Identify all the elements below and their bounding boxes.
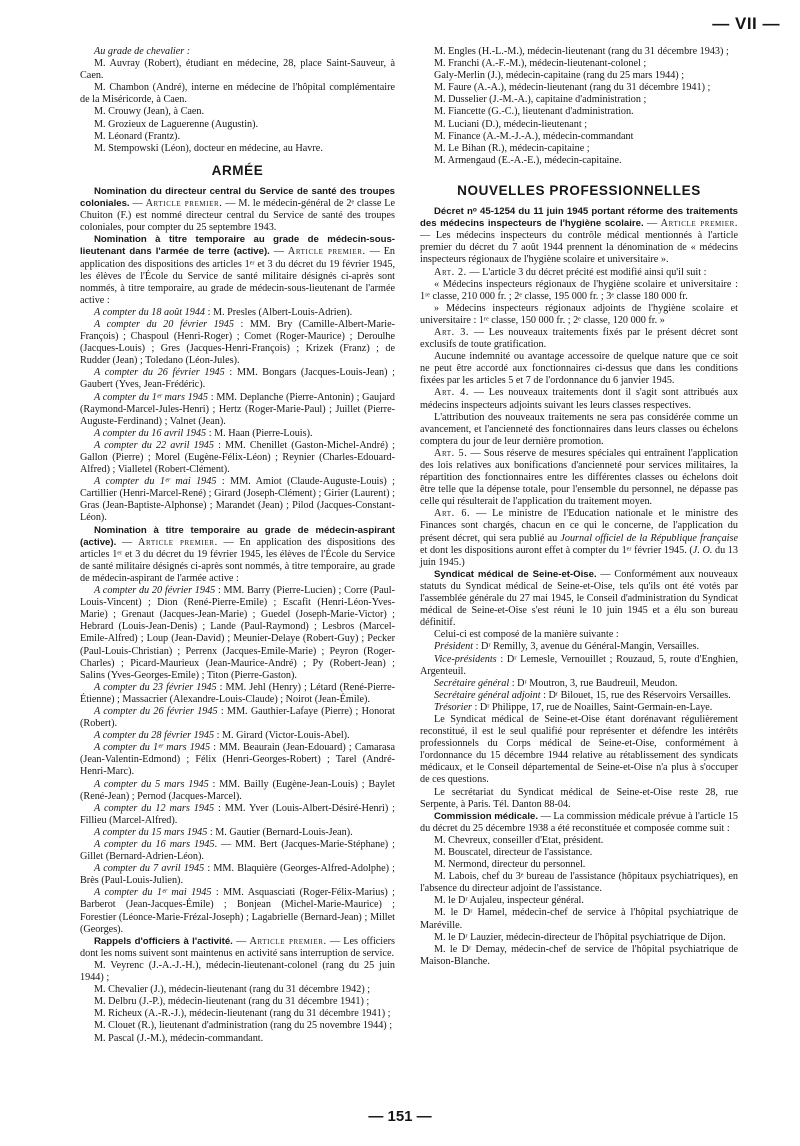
bureau-list	[420, 641, 738, 714]
nomination-directeur-text: — M. le médecin-général de 2ᵉ classe Le Chuiton (F.) est nommé directeur central du Service de santé des troupes coloniales, pour compter du 25 septembre 1943.	[80, 198, 395, 234]
list-item	[80, 428, 395, 440]
decret-art6	[420, 508, 738, 568]
list-item	[420, 702, 738, 714]
decret-art5	[420, 448, 738, 508]
item-date: A compter du 26 février 1945	[94, 705, 218, 717]
item-date: A compter du 5 mars 1945	[94, 778, 209, 790]
list-item	[80, 742, 395, 778]
armee-title: ARMÉE	[211, 162, 264, 178]
decret-art3	[420, 327, 738, 351]
list-item	[420, 641, 738, 653]
item-text: : MM. Bry (Camille-Albert-Marie-François) ; Chaspoul (Henri-Roger) ; Comet (Roger-Maurice) ; Deroulhe (Jacques-Louis) ; Gres (Jacques-Henri-François) ; Krizek (Franz) ; de Rudder (Jean) ; Toledano (Léon-Jules).	[80, 318, 395, 367]
dash: —	[269, 246, 288, 258]
item-date: A compter du 18 août 1944	[94, 306, 206, 318]
list-item: M. Armengaud (E.-A.-E.), médecin-capitaine.	[434, 154, 622, 166]
list-item: M. Labois, chef du 3ᵉ bureau de l'assistance (hôpitaux psychiatriques), en l'absence du directeur adjoint de l'assistance.	[420, 871, 738, 895]
art5-label: Art. 5.	[434, 447, 468, 459]
item-date: A compter du 7 avril 1945	[94, 863, 205, 875]
art3-label: Art. 3.	[434, 326, 470, 338]
list-item: M. Finance (A.-M.-J.-A.), médecin-commandant	[434, 130, 634, 142]
jo-abbrev: J. O.	[692, 544, 713, 556]
list-item: M. Grozieux de Laguerenne (Augustin).	[94, 118, 259, 130]
list-item: M. Chambon (André), interne en médecine de l'hôpital complémentaire de la Miséricorde, à Caen.	[80, 82, 395, 106]
journal-officiel: Journal officiel de la République française	[560, 532, 738, 544]
dash: —	[232, 935, 250, 947]
decret-art2	[420, 267, 738, 279]
list-item: M. Franchi (A.-F.-M.), médecin-lieutenant-colonel ;	[434, 58, 647, 70]
bureau-text: : Dʳ Moutron, 3, rue Baudreuil, Meudon.	[509, 677, 678, 689]
art6-label: Art. 6.	[434, 508, 471, 520]
list-item: M. Richeux (A.-R.-J.), médecin-lieutenant (rang du 31 décembre 1941) ;	[94, 1008, 391, 1020]
item-date: A compter du 1ᵉʳ mai 1945	[94, 887, 212, 899]
list-item: Galy-Merlin (J.), médecin-capitaine (rang du 25 mars 1944) ;	[434, 70, 685, 82]
dash: —	[129, 198, 146, 210]
item-text: : MM. Bailly (Eugène-Jean-Louis) ; Baylet (René-Jean) ; Pernod (Jacques-Marcel).	[80, 778, 395, 802]
nomination-sous-lieutenant-heading: Nomination à titre temporaire au grade de médecin-sous-lieutenant dans l'armée de terre (active).	[80, 234, 395, 258]
aspirant-list	[80, 585, 395, 936]
list-item	[80, 319, 395, 367]
art4-text: — Les nouveaux traitements dont il s'agit sont attribués aux médecins inspecteurs adjoints suivant les leurs classes respectives.	[420, 387, 738, 411]
item-text: : M. Presles (Albert-Louis-Adrien).	[205, 306, 353, 318]
bureau-role: Vice-présidents	[434, 653, 497, 665]
list-item	[80, 307, 395, 319]
art2-text: — L'article 3 du décret précité est modifié ainsi qu'il suit :	[466, 266, 707, 278]
list-item	[80, 730, 395, 742]
item-date: A compter du 16 avril 1945	[94, 427, 207, 439]
item-text: : MM. Chenillet (Gaston-Michel-André) ; Gallon (Pierre) ; Morel (Eugène-Félix-Léon) ; Reynier (Charles-Edouard-Alfred) ; Vialletel (Robert-Clément).	[80, 439, 395, 476]
list-item: M. Dusselier (J.-M.-A.), capitaine d'administration ;	[434, 94, 647, 106]
list-item: M. Faure (A.-A.), médecin-lieutenant (rang du 31 décembre 1941) ;	[434, 82, 711, 94]
list-item: M. Nermond, directeur du personnel.	[434, 859, 586, 871]
item-text: : MM. Barry (Pierre-Lucien) ; Corre (Paul-Louis-Vincent) ; Dion (René-Pierre-Emile) ; Escafit (Henri-Léon-Yves-Marie) ; Grenaut (Jacques-Jean-Marie) ; Guedel (Joseph-Marie-Victor) ; Hebrard (Louis-Jean-Denis) ; Lande (Paul-Raymond) ; Lesbros (Marcel-Emile-Alfred) ; Loup (Jean-David) ; Meunier-Delaye (Robert-Guy) ; Pecker (Paul-Louis-Christian) ; Perrenx (Jacques-Emile-Marie) ; Peyron (Roger-Charles) ; Picard-Maurieux (Jean-Maurice-André) ; Py (Robert-Jean) ; Salins (Yves-Georges-Emile) ; Titon (Pierre-Gaston).	[80, 585, 395, 681]
list-item	[420, 690, 738, 702]
item-date: A compter du 28 février 1945	[94, 730, 215, 742]
article-premier-label: Article premier.	[660, 218, 738, 230]
bureau-text: : Dʳ Bilouet, 15, rue des Réservoirs Versailles.	[540, 689, 731, 701]
syndicat-heading: Syndicat médical de Seine-et-Oise.	[434, 568, 597, 580]
list-item: M. Bouscatel, directeur de l'assistance.	[434, 847, 593, 858]
item-date: A compter du 15 mars 1945	[94, 826, 208, 838]
art6-text-a: — Le ministre de l'Education nationale et le ministre des Finances sont chargés, chacun en ce qui le concerne, de l'application du présent décret, qui sera publié au	[420, 508, 738, 544]
bureau-text: : Dʳ Lemesle, Vernouillet ; Rouzaud, 5, route d'Enghien, Argenteuil.	[420, 653, 738, 677]
nomination-directeur-heading: Nomination du directeur central du Service de santé des troupes coloniales.	[80, 185, 395, 210]
item-text: : MM. Yver (Louis-Albert-Désiré-Henri) ; Fillieu (Marcel-Alfred).	[80, 802, 395, 826]
art2-label: Art. 2.	[434, 266, 467, 278]
list-item	[80, 779, 395, 803]
art3-text: — Les nouveaux traitements fixés par le présent décret sont exclusifs de toute gratification.	[420, 326, 738, 351]
list-item: M. Stempowski (Léon), docteur en médecine, au Havre.	[94, 142, 323, 154]
page-footer	[0, 1108, 800, 1138]
item-date: A compter du 16 mars 1945	[94, 839, 215, 850]
rappels-text: — Les officiers dont les noms suivent sont maintenus en activité sans interruption de service.	[80, 935, 396, 959]
nomination-directeur	[80, 186, 395, 234]
list-item: M. Le Bihan (R.), médecin-capitaine ;	[434, 142, 590, 154]
chevalier-list	[80, 58, 395, 155]
item-date: A compter du 22 avril 1945	[94, 439, 214, 451]
list-item: M. Chevalier (J.), médecin-lieutenant (rang du 31 décembre 1942) ;	[94, 984, 371, 996]
list-item	[80, 839, 395, 863]
item-text: : MM. Asquasciati (Roger-Félix-Marius) ; Barberot (Jean-Jacques-Émile) ; Bonjean (Michel-Marie-Maurice) ; Forestier (Léonce-Marie-Frézal-Joseph) ; Lagabrielle (Bernard-Jean) ; Millet (Georges).	[80, 887, 395, 935]
page-number: — 151 —	[368, 1108, 432, 1125]
list-item: M. le Dʳ Hamel, médecin-chef de service à l'hôpital psychiatrique de Maréville.	[420, 907, 738, 931]
article-premier-label: Article premier.	[145, 198, 223, 210]
list-item: M. le Dʳ Aujaleu, inspecteur général.	[434, 895, 584, 907]
commission-heading: Commission médicale.	[434, 810, 538, 822]
commission-text: — La commission médicale prévue à l'article 15 du décret du 25 décembre 1938 a été reconstituée et composée comme suit :	[420, 810, 739, 834]
item-text: : MM. Beaurain (Jean-Edouard) ; Camarasa (Jean-Valentin-Edmond) ; Félix (Henri-Georges-Robert) ; Tarel (André-Henri-Marc).	[80, 742, 395, 778]
bureau-role: Président	[434, 641, 474, 653]
decret-art4	[420, 387, 738, 411]
bureau-intro: Celui-ci est composé de la manière suivante :	[434, 629, 619, 641]
item-text: : MM. Blaquière (Georges-Alfred-Adolphe) ; Brès (Paul-Louis-Julien).	[80, 863, 395, 887]
rappels-continued-list	[420, 46, 738, 167]
bureau-text: : Dʳ Remilly, 3, avenue du Général-Mangin, Versailles.	[473, 641, 700, 653]
list-item: M. Fiancette (G.-C.), lieutenant d'administration.	[434, 106, 634, 118]
nomination-aspirant	[80, 525, 395, 585]
list-item	[80, 476, 395, 524]
list-item: M. Clouet (R.), lieutenant d'administration (rang du 25 novembre 1944) ;	[94, 1020, 393, 1032]
item-text: : M. Haan (Pierre-Louis).	[206, 427, 313, 439]
nomination-aspirant-text: — En application des dispositions des articles 1ᵉʳ et 3 du décret du 19 février 1945, les élèves de l'École du Service de santé militaire désignés ci-après sont nommés, à titre temporaire, au grade de médecin-aspirant de l'armée active :	[80, 536, 395, 584]
item-text: : MM. Deplanche (Pierre-Antonin) ; Gaujard (Raymond-Marcel-Jules-Henri) ; Hertz (Roger-Marie-Paul) ; Juillet (Pierre-Auguste-Ferdinand) ; Valnet (Jean).	[80, 391, 395, 427]
dash: —	[116, 536, 139, 548]
list-item: M. Luciani (D.), médecin-lieutenant ;	[434, 118, 588, 130]
syndicat-text: — Conformément aux nouveaux statuts du Syndicat médical de Seine-et-Oise, tels qu'ils ont été votés par l'assemblée générale du 27 mai 1945, le Conseil d'administration du Syndicat médical de Seine-et-Oise s'est réuni le 10 juin 1945 et a élu son bureau définitif.	[420, 568, 738, 629]
list-item	[80, 706, 395, 730]
list-item	[80, 803, 395, 827]
list-item	[80, 827, 395, 839]
list-item: M. Auvray (Robert), étudiant en médecine, 28, place Saint-Sauveur, à Caen.	[80, 58, 395, 82]
item-date: A compter du 1ᵉʳ mars 1945	[94, 742, 211, 754]
decret-heading: Décret nᵒ 45-1254 du 11 juin 1945 portant réforme des traitements des médecins inspecteurs de l'hygiène scolaire.	[420, 206, 738, 230]
list-item	[80, 367, 395, 391]
bureau-text: : Dʳ Philippe, 17, rue de Noailles, Saint-Germain-en-Laye.	[471, 701, 713, 713]
art5-text: — Sous réserve de mesures spéciales qui entraînent l'application des lois relatives aux bonifications d'ancienneté pour services militaires, la répartition des fonctionnaires entre les différentes classes ou échelons doit être telle que la dépense totale, pour l'ensemble du personnel, ne dépasse pas celle qui résulterait de l'application du traitement moyen.	[420, 447, 738, 508]
list-item	[80, 585, 395, 682]
item-text: : MM. Bongars (Jacques-Louis-Jean) ; Gaubert (Yves, Jean-Frédéric).	[80, 367, 396, 391]
list-item	[80, 887, 395, 935]
item-date: A compter du 23 février 1945	[94, 681, 217, 693]
article-premier-label: Article premier.	[249, 935, 327, 947]
item-text: . — MM. Bert (Jacques-Marie-Stéphane) ; Gillet (Bernard-Adrien-Léon).	[80, 839, 395, 863]
rappels-list	[80, 960, 395, 1045]
item-text: : M. Girard (Victor-Louis-Abel).	[214, 730, 350, 742]
bureau-role: Secrétaire général	[434, 677, 510, 689]
list-item: M. le Dʳ Lauzier, médecin-directeur de l'hôpital psychiatrique de Dijon.	[434, 931, 726, 943]
list-item: M. Engles (H.-L.-M.), médecin-lieutenant (rang du 31 décembre 1943) ;	[434, 46, 729, 57]
bureau-role: Secrétaire général adjoint	[434, 689, 541, 701]
list-item: M. Delbru (J.-P.), médecin-lieutenant (rang du 31 décembre 1941) ;	[94, 996, 370, 1008]
syndicat-paragraph-1: Le Syndicat médical de Seine-et-Oise étant dorénavant régulièrement reconstitué, il est le seul qualifié pour représenter et défendre les intérêts professionnels du Corps médical de Seine-et-Oise, conformément à l'ordonnance du 15 décembre 1944 relative au rétablissement des syndicats médicaux, et le Conseil départemental de Seine-et-Oise n'a plus à s'occuper de ces questions.	[420, 713, 738, 786]
nouvelles-title: NOUVELLES PROFESSIONNELLES	[457, 182, 701, 198]
item-date: A compter du 1ᵉʳ mars 1945	[94, 391, 209, 403]
item-text: : MM. Gauthier-Lafaye (Pierre) ; Honorat (Robert).	[80, 705, 395, 730]
nomination-sous-lieutenant	[80, 234, 395, 307]
art6-text-c: du 13 juin 1945.)	[420, 544, 738, 568]
art2-quote2: » Médecins inspecteurs régionaux adjoints de l'hygiène scolaire et universitaire : 1ʳᵉ classe, 150 000 fr. ; 2ᵉ classe, 120 000 fr. »	[420, 302, 738, 326]
rappels-officiers	[80, 936, 395, 960]
list-item	[80, 392, 395, 428]
item-date: A compter du 20 février 1945	[94, 318, 234, 330]
list-item	[420, 654, 738, 678]
list-item	[420, 678, 738, 690]
item-text: : MM. Jehl (Henry) ; Létard (René-Pierre-Étienne) ; Massacrier (Alexandre-Louis-Claude) ; Noirot (Jean-Émile).	[80, 681, 395, 705]
list-item: M. Pascal (J.-M.), médecin-commandant.	[94, 1032, 264, 1044]
sous-lieutenant-list	[80, 307, 395, 525]
commission-list	[420, 835, 738, 968]
art6-text-b: et dont les dispositions auront effet à compter du 1ᵉʳ février 1945. (	[420, 544, 693, 556]
list-item: M. Crouwy (Jean), à Caen.	[94, 106, 205, 118]
list-item	[80, 863, 395, 887]
rappels-heading: Rappels d'officiers à l'activité.	[94, 935, 233, 947]
art3-paragraph: Aucune indemnité ou avantage accessoire de quelque nature que ce soit ne peut être accordé aux fonctionnaires ci-dessus que dans les conditions fixées par les articles 5 et 7 de l'ordonnance du 6 janvier 1945.	[420, 351, 738, 387]
article-premier-label: Article premier.	[287, 246, 366, 258]
list-item: M. Léonard (Frantz).	[94, 130, 180, 142]
item-date: A compter du 20 février 1945	[94, 585, 216, 597]
art4-paragraph: L'attribution des nouveaux traitements ne sera pas considérée comme un avancement, et l'ancienneté des fonctionnaires dans leurs classes ou échelons comptera du jour de leur dernière promotion.	[420, 411, 738, 447]
nomination-aspirant-heading: Nomination à titre temporaire au grade de médecin-aspirant (active).	[80, 524, 395, 548]
nomination-sous-lieutenant-text: — En application des dispositions des articles 1ᵉʳ et 3 du décret du 19 février 1945, les élèves de l'École du Service de santé militaire désignés ci-après sont nommés, à titre temporaire, au grade de médecin-sous-lieutenant de l'armée active :	[80, 246, 396, 306]
art2-quote1: « Médecins inspecteurs régionaux de l'hygiène scolaire et universitaire : 1ʳᵉ classe, 210 000 fr. ; 2ᵉ classe, 195 000 fr. ; 3ᵉ classe 180 000 fr.	[420, 278, 738, 302]
list-item: M. le Dʳ Demay, médecin-chef de service de l'hôpital psychiatrique de Maison-Blanche.	[420, 943, 738, 967]
item-date: A compter du 26 février 1945	[94, 367, 225, 379]
item-date: A compter du 1ᵉʳ mai 1945	[94, 476, 217, 488]
item-date: A compter du 12 mars 1945	[94, 802, 215, 814]
item-text: : MM. Amiot (Claude-Auguste-Louis) ; Cartillier (Henri-Marcel-René) ; Girard (Joseph-Clément) ; Girier (Laurent) ; Gras (Jean-Baptiste-Alphonse) ; Marandet (Jean) ; Pilod (Jacques-Constant-Léon).	[80, 476, 395, 524]
roman-page-number	[0, 14, 800, 34]
syndicat-medical	[420, 569, 738, 629]
list-item: M. Veyrenc (J.-A.-J.-H.), médecin-lieutenant-colonel (rang du 25 juin 1944) ;	[80, 959, 395, 984]
list-item	[80, 440, 395, 476]
roman-page-label: — VII —	[712, 14, 780, 33]
list-item: M. Chevreux, conseiller d'Etat, président.	[434, 834, 604, 846]
item-text: : M. Gautier (Bernard-Louis-Jean).	[207, 826, 353, 838]
dash: —	[643, 218, 661, 230]
syndicat-paragraph-2: Le secrétariat du Syndicat médical de Seine-et-Oise reste 28, rue Serpente, à Paris. Tél. Danton 88-04.	[420, 786, 738, 810]
bureau-role: Trésorier	[434, 701, 472, 713]
decret-article-premier	[420, 206, 738, 266]
commission-medicale	[420, 811, 738, 835]
right-column	[420, 46, 738, 968]
list-item	[80, 682, 395, 706]
chevalier-heading: Au grade de chevalier :	[94, 46, 191, 57]
decret-text: — Les médecins inspecteurs du contrôle médical mentionnés à l'article premier du décret du 7 août 1944 prennent la dénomination de « médecins inspecteurs régionaux de l'hygiène scolaire et universitaire ».	[420, 230, 738, 266]
art4-label: Art. 4.	[434, 387, 470, 399]
left-column	[80, 46, 395, 1045]
article-premier-label: Article premier.	[138, 536, 218, 548]
